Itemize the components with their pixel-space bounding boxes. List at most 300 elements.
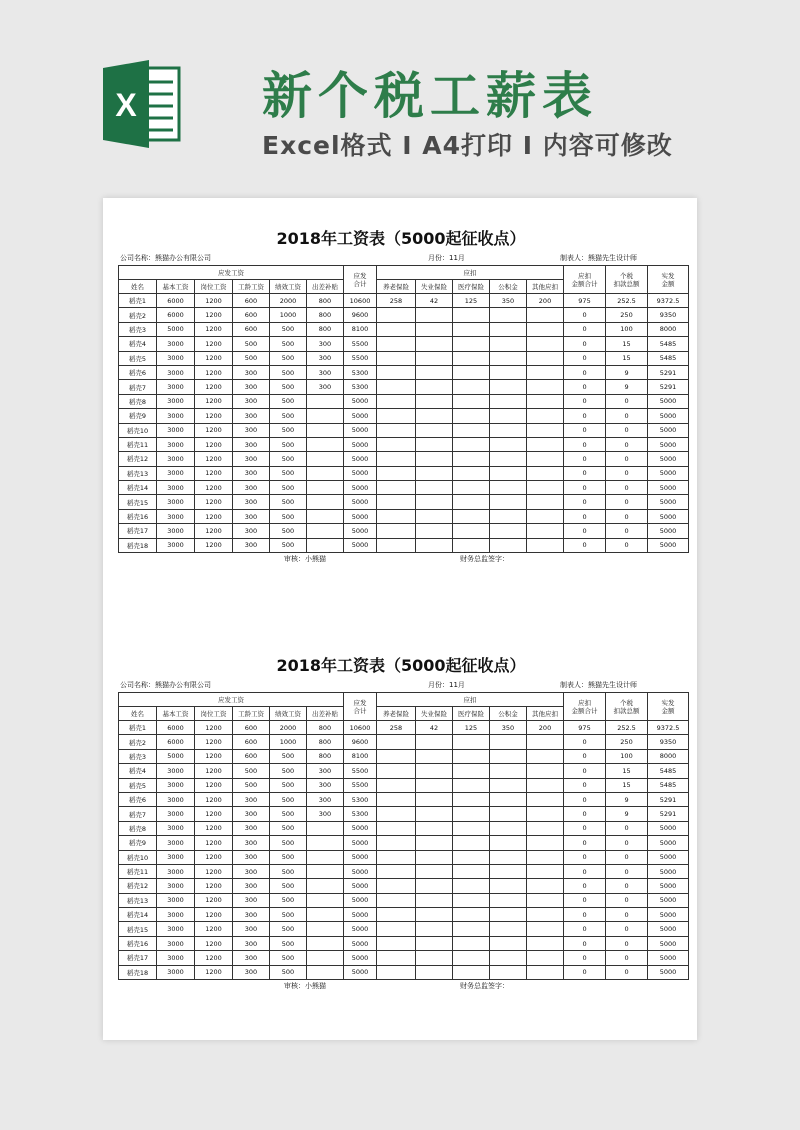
sheet-title: 2018年工资表（5000起征收点） — [276, 229, 526, 248]
table-cell: 10600 — [344, 294, 377, 308]
table-cell: 5500 — [344, 764, 377, 778]
table-cell — [490, 394, 527, 408]
table-cell: 42 — [416, 721, 453, 735]
table-cell — [377, 735, 416, 749]
table-row — [119, 423, 689, 437]
table-cell: 稻壳8 — [119, 821, 157, 835]
table-cell: 5000 — [157, 322, 195, 336]
table-cell — [377, 778, 416, 792]
table-cell — [416, 821, 453, 835]
header-deduct-group: 应扣 — [377, 266, 564, 280]
table-cell: 1200 — [195, 764, 233, 778]
table-cell — [307, 965, 344, 979]
table-cell — [453, 864, 490, 878]
table-cell: 500 — [270, 466, 307, 480]
table-cell — [416, 409, 453, 423]
table-cell: 1200 — [195, 466, 233, 480]
auditor-label: 审核：小熊猫 — [284, 982, 326, 991]
table-cell — [416, 908, 453, 922]
table-cell: 1200 — [195, 951, 233, 965]
table-cell: 5291 — [648, 380, 689, 394]
table-cell — [416, 749, 453, 763]
table-cell: 15 — [606, 351, 648, 365]
table-cell: 稻壳4 — [119, 764, 157, 778]
table-cell: 300 — [233, 807, 270, 821]
table-cell: 258 — [377, 294, 416, 308]
table-cell — [416, 936, 453, 950]
table-cell: 100 — [606, 749, 648, 763]
table-cell: 5000 — [344, 524, 377, 538]
table-cell — [527, 423, 564, 437]
table-cell: 5000 — [648, 893, 689, 907]
table-cell — [490, 538, 527, 552]
table-cell: 0 — [564, 466, 606, 480]
table-cell: 5000 — [648, 864, 689, 878]
table-cell — [453, 409, 490, 423]
table-cell: 1200 — [195, 821, 233, 835]
table-cell: 0 — [606, 879, 648, 893]
table-cell — [377, 965, 416, 979]
payroll-sheet — [118, 226, 684, 565]
table-cell: 975 — [564, 294, 606, 308]
table-cell: 500 — [270, 452, 307, 466]
table-cell: 5500 — [344, 351, 377, 365]
table-cell: 5000 — [648, 481, 689, 495]
header-other: 其他应扣 — [527, 707, 564, 721]
table-cell: 5000 — [648, 879, 689, 893]
table-cell: 3000 — [157, 423, 195, 437]
table-cell: 500 — [270, 409, 307, 423]
table-cell: 5000 — [648, 538, 689, 552]
table-cell — [490, 864, 527, 878]
table-cell: 0 — [564, 893, 606, 907]
table-cell: 0 — [564, 509, 606, 523]
table-cell: 0 — [606, 821, 648, 835]
table-cell — [377, 308, 416, 322]
header-unemployment: 失业保险 — [416, 280, 453, 294]
table-row — [119, 437, 689, 451]
table-cell — [453, 908, 490, 922]
table-cell: 0 — [564, 850, 606, 864]
table-cell: 3000 — [157, 864, 195, 878]
table-cell: 9 — [606, 365, 648, 379]
table-cell: 5000 — [344, 452, 377, 466]
table-cell: 0 — [564, 807, 606, 821]
table-cell: 5000 — [648, 394, 689, 408]
table-cell: 0 — [564, 481, 606, 495]
table-row — [119, 409, 689, 423]
table-cell: 3000 — [157, 394, 195, 408]
table-cell: 1200 — [195, 807, 233, 821]
table-cell: 350 — [490, 721, 527, 735]
table-cell: 1200 — [195, 792, 233, 806]
table-cell: 稻壳12 — [119, 879, 157, 893]
table-cell: 300 — [233, 864, 270, 878]
table-cell: 5000 — [344, 908, 377, 922]
table-cell: 5291 — [648, 807, 689, 821]
table-cell: 稻壳17 — [119, 951, 157, 965]
table-cell: 稻壳14 — [119, 481, 157, 495]
table-cell: 1200 — [195, 965, 233, 979]
table-row — [119, 380, 689, 394]
table-cell: 0 — [564, 322, 606, 336]
table-cell: 5000 — [648, 951, 689, 965]
table-cell: 0 — [606, 850, 648, 864]
table-cell — [377, 409, 416, 423]
table-cell: 500 — [270, 778, 307, 792]
table-cell — [377, 495, 416, 509]
table-cell: 稻壳16 — [119, 509, 157, 523]
table-cell — [416, 495, 453, 509]
table-cell: 42 — [416, 294, 453, 308]
table-cell: 500 — [270, 864, 307, 878]
table-cell — [377, 792, 416, 806]
table-cell — [490, 409, 527, 423]
table-cell: 1200 — [195, 322, 233, 336]
table-cell: 0 — [564, 308, 606, 322]
table-cell — [453, 936, 490, 950]
table-cell: 0 — [606, 452, 648, 466]
table-cell — [416, 735, 453, 749]
table-cell: 3000 — [157, 879, 195, 893]
table-cell: 252.5 — [606, 294, 648, 308]
table-cell — [416, 437, 453, 451]
header-performance: 绩效工资 — [270, 707, 307, 721]
table-cell: 500 — [270, 538, 307, 552]
table-cell — [416, 308, 453, 322]
table-cell — [527, 792, 564, 806]
table-cell: 10600 — [344, 721, 377, 735]
table-cell: 8100 — [344, 749, 377, 763]
table-cell — [416, 423, 453, 437]
table-cell — [307, 466, 344, 480]
header-housing: 公积金 — [490, 280, 527, 294]
table-cell: 300 — [233, 495, 270, 509]
table-cell: 600 — [233, 721, 270, 735]
table-cell — [490, 735, 527, 749]
table-cell: 1200 — [195, 735, 233, 749]
payroll-table — [118, 692, 689, 980]
table-cell: 500 — [233, 764, 270, 778]
table-cell: 0 — [564, 864, 606, 878]
table-cell: 0 — [564, 337, 606, 351]
header-attendance: 出差补贴 — [307, 280, 344, 294]
sheet-meta — [118, 252, 684, 265]
table-cell: 300 — [233, 821, 270, 835]
table-cell — [416, 481, 453, 495]
table-cell: 300 — [307, 764, 344, 778]
table-cell: 1200 — [195, 721, 233, 735]
table-cell: 0 — [564, 951, 606, 965]
table-cell — [527, 409, 564, 423]
table-cell: 0 — [564, 792, 606, 806]
table-cell: 300 — [233, 951, 270, 965]
sheet-meta — [118, 679, 684, 692]
table-cell — [490, 764, 527, 778]
table-cell: 9 — [606, 807, 648, 821]
table-cell: 300 — [307, 365, 344, 379]
table-cell: 0 — [606, 394, 648, 408]
table-cell — [416, 893, 453, 907]
table-cell — [453, 437, 490, 451]
table-cell — [416, 764, 453, 778]
table-cell: 稻壳1 — [119, 721, 157, 735]
table-cell: 5485 — [648, 337, 689, 351]
table-cell: 5000 — [648, 821, 689, 835]
auditor-label: 审核：小熊猫 — [284, 555, 326, 564]
table-cell: 600 — [233, 735, 270, 749]
table-cell — [490, 337, 527, 351]
table-cell: 稻壳9 — [119, 409, 157, 423]
table-cell: 3000 — [157, 380, 195, 394]
table-cell: 1200 — [195, 749, 233, 763]
table-cell: 0 — [606, 437, 648, 451]
table-cell: 500 — [270, 394, 307, 408]
table-cell: 6000 — [157, 721, 195, 735]
table-cell: 15 — [606, 778, 648, 792]
table-cell: 1200 — [195, 850, 233, 864]
table-cell — [307, 908, 344, 922]
table-cell: 5000 — [344, 409, 377, 423]
table-cell — [527, 351, 564, 365]
table-cell: 0 — [606, 836, 648, 850]
document-preview — [103, 198, 697, 1040]
table-cell — [527, 452, 564, 466]
table-cell: 5000 — [648, 850, 689, 864]
table-cell: 0 — [606, 423, 648, 437]
table-cell: 5000 — [344, 481, 377, 495]
preparer-label: 制表人：熊猫先生设计师 — [560, 254, 637, 262]
table-cell: 258 — [377, 721, 416, 735]
table-cell: 0 — [564, 778, 606, 792]
table-cell — [527, 524, 564, 538]
table-cell: 300 — [233, 879, 270, 893]
table-cell: 0 — [564, 452, 606, 466]
table-cell: 500 — [270, 792, 307, 806]
table-row — [119, 351, 689, 365]
table-cell: 300 — [233, 850, 270, 864]
table-cell: 稻壳10 — [119, 423, 157, 437]
table-cell: 稻壳15 — [119, 495, 157, 509]
month-label: 月份：11月 — [428, 254, 465, 262]
table-cell: 300 — [233, 965, 270, 979]
table-cell: 3000 — [157, 437, 195, 451]
table-cell — [307, 495, 344, 509]
table-cell: 稻壳16 — [119, 936, 157, 950]
table-cell: 3000 — [157, 965, 195, 979]
table-cell — [377, 481, 416, 495]
table-cell — [527, 749, 564, 763]
table-cell: 0 — [564, 836, 606, 850]
header-medical: 医疗保险 — [453, 280, 490, 294]
table-cell — [527, 365, 564, 379]
table-cell — [490, 965, 527, 979]
table-row — [119, 538, 689, 552]
table-cell: 500 — [270, 524, 307, 538]
table-cell: 0 — [606, 466, 648, 480]
table-cell — [490, 452, 527, 466]
table-cell — [377, 466, 416, 480]
table-cell: 300 — [233, 394, 270, 408]
table-cell — [307, 481, 344, 495]
table-cell: 3000 — [157, 337, 195, 351]
table-cell — [453, 394, 490, 408]
table-cell: 1200 — [195, 452, 233, 466]
table-cell: 1200 — [195, 365, 233, 379]
header-banner — [0, 0, 800, 190]
table-cell: 252.5 — [606, 721, 648, 735]
page-title: 新个税工薪表 — [262, 67, 598, 125]
table-cell: 0 — [564, 423, 606, 437]
table-cell: 5000 — [648, 466, 689, 480]
table-cell: 1000 — [270, 308, 307, 322]
table-cell — [377, 423, 416, 437]
table-cell — [377, 864, 416, 878]
table-cell: 1200 — [195, 922, 233, 936]
company-name: 公司名称：熊猫办公有限公司 — [120, 254, 211, 262]
table-cell: 5000 — [648, 836, 689, 850]
header-attendance: 出差补贴 — [307, 707, 344, 721]
table-cell — [527, 481, 564, 495]
table-row — [119, 721, 689, 735]
table-cell — [453, 308, 490, 322]
table-cell: 稻壳12 — [119, 452, 157, 466]
header-should-total: 应发 合计 — [344, 266, 377, 294]
table-cell — [416, 965, 453, 979]
table-cell: 3000 — [157, 893, 195, 907]
table-cell — [377, 879, 416, 893]
table-cell: 5291 — [648, 365, 689, 379]
table-cell: 0 — [606, 524, 648, 538]
table-cell: 500 — [270, 764, 307, 778]
table-row — [119, 922, 689, 936]
table-cell — [377, 452, 416, 466]
table-cell: 500 — [270, 922, 307, 936]
table-cell: 1200 — [195, 308, 233, 322]
table-cell — [490, 437, 527, 451]
table-row — [119, 466, 689, 480]
table-cell: 1200 — [195, 836, 233, 850]
table-cell: 0 — [606, 864, 648, 878]
table-cell: 0 — [564, 764, 606, 778]
table-cell: 0 — [606, 409, 648, 423]
table-cell: 1200 — [195, 908, 233, 922]
table-cell: 300 — [233, 466, 270, 480]
table-cell: 0 — [606, 951, 648, 965]
table-cell: 0 — [564, 735, 606, 749]
table-cell: 300 — [233, 792, 270, 806]
table-cell — [490, 365, 527, 379]
table-cell: 0 — [606, 538, 648, 552]
table-cell — [416, 509, 453, 523]
payroll-sheet — [118, 653, 684, 992]
table-cell — [490, 893, 527, 907]
table-cell — [377, 509, 416, 523]
table-cell — [527, 965, 564, 979]
table-cell — [490, 423, 527, 437]
table-cell: 0 — [564, 749, 606, 763]
table-cell — [416, 778, 453, 792]
table-cell: 3000 — [157, 908, 195, 922]
table-cell: 500 — [270, 936, 307, 950]
table-cell — [307, 936, 344, 950]
header-name: 姓名 — [119, 707, 157, 721]
table-cell: 500 — [270, 749, 307, 763]
table-cell — [490, 908, 527, 922]
table-cell: 500 — [270, 965, 307, 979]
table-cell: 0 — [564, 936, 606, 950]
table-cell — [527, 380, 564, 394]
header-performance: 绩效工资 — [270, 280, 307, 294]
table-cell — [490, 481, 527, 495]
table-cell — [490, 308, 527, 322]
table-cell: 1200 — [195, 524, 233, 538]
table-cell: 5000 — [344, 509, 377, 523]
table-cell — [527, 308, 564, 322]
table-cell — [490, 524, 527, 538]
table-cell: 600 — [233, 294, 270, 308]
table-row — [119, 322, 689, 336]
table-cell: 9350 — [648, 735, 689, 749]
table-cell — [307, 524, 344, 538]
table-cell: 300 — [233, 524, 270, 538]
table-row — [119, 850, 689, 864]
header-should-group: 应发工资 — [119, 693, 344, 707]
table-cell: 5000 — [344, 965, 377, 979]
table-cell: 3000 — [157, 452, 195, 466]
table-cell: 3000 — [157, 936, 195, 950]
table-row — [119, 836, 689, 850]
table-cell — [416, 538, 453, 552]
table-cell — [377, 749, 416, 763]
excel-icon — [103, 58, 183, 150]
table-cell: 0 — [564, 380, 606, 394]
table-cell: 125 — [453, 294, 490, 308]
table-cell — [377, 807, 416, 821]
table-cell — [307, 879, 344, 893]
table-cell — [453, 749, 490, 763]
table-cell: 5000 — [648, 452, 689, 466]
table-cell: 600 — [233, 322, 270, 336]
table-cell: 300 — [307, 778, 344, 792]
table-cell: 5000 — [648, 908, 689, 922]
table-cell — [453, 879, 490, 893]
table-cell — [527, 807, 564, 821]
table-cell: 250 — [606, 735, 648, 749]
table-cell: 稻壳7 — [119, 807, 157, 821]
table-cell: 5485 — [648, 351, 689, 365]
table-row — [119, 936, 689, 950]
table-row — [119, 524, 689, 538]
table-cell: 1200 — [195, 893, 233, 907]
table-row — [119, 965, 689, 979]
table-cell: 稻壳11 — [119, 864, 157, 878]
table-cell — [527, 735, 564, 749]
table-cell — [490, 466, 527, 480]
table-cell: 5000 — [344, 394, 377, 408]
table-cell: 稻壳18 — [119, 538, 157, 552]
table-cell: 稻壳10 — [119, 850, 157, 864]
header-seniority: 工龄工资 — [233, 280, 270, 294]
table-cell: 稻壳15 — [119, 922, 157, 936]
table-cell: 0 — [564, 437, 606, 451]
table-cell: 1200 — [195, 337, 233, 351]
table-cell — [307, 922, 344, 936]
table-cell — [377, 365, 416, 379]
table-cell: 300 — [307, 792, 344, 806]
table-cell: 300 — [233, 922, 270, 936]
table-cell — [453, 965, 490, 979]
